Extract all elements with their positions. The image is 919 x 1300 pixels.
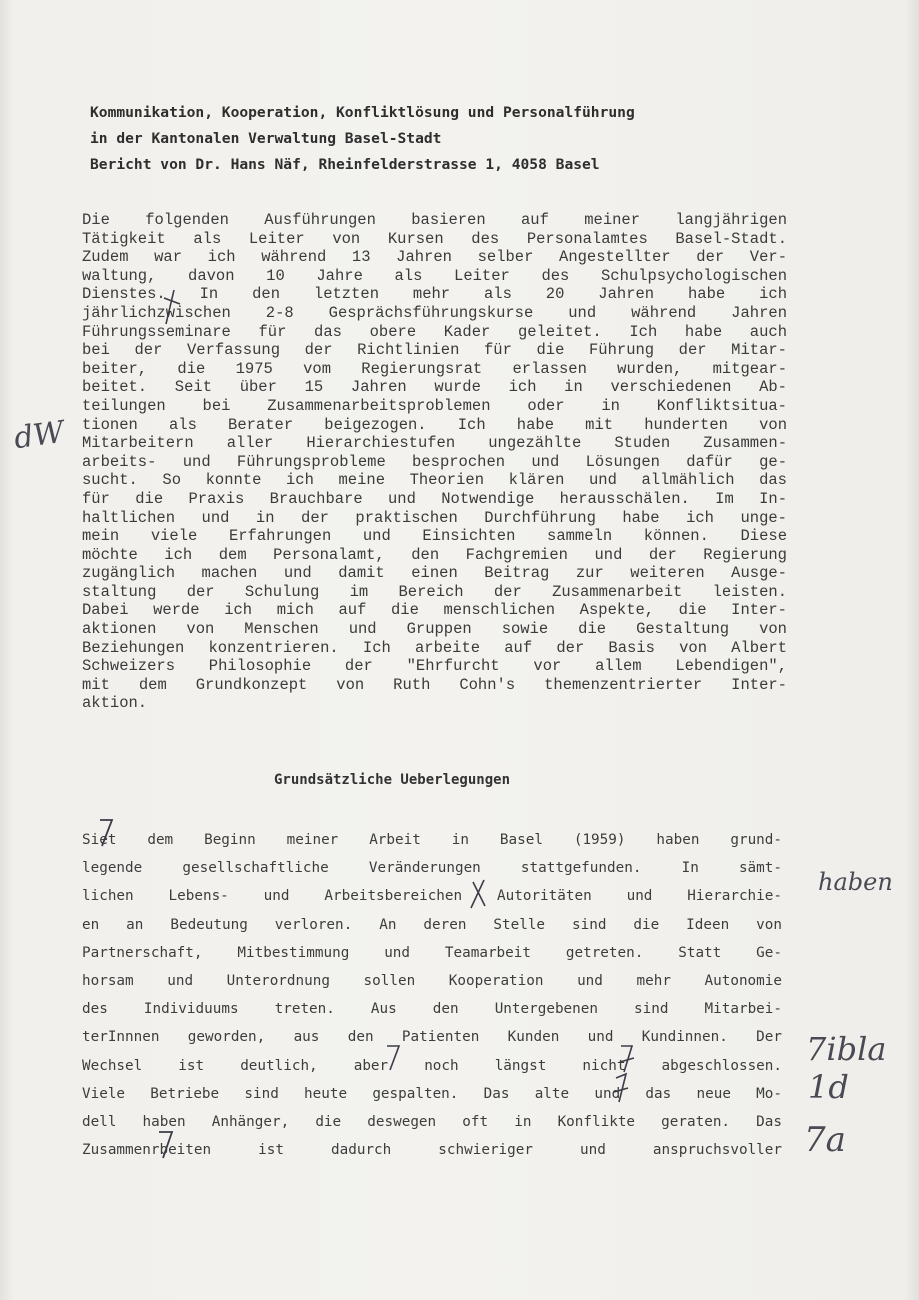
- intro-line: arbeits- und Führungsprobleme besprochen und Lösungen dafür ge-: [82, 452, 787, 471]
- intro-line: haltlichen und in der praktischen Durchführung habe ich unge-: [82, 508, 787, 527]
- intro-line: staltung der Schulung im Bereich der Zusammenarbeit leisten.: [82, 582, 787, 601]
- intro-line: Mitarbeitern aller Hierarchiestufen ungezählte Studen Zusammen-: [82, 434, 787, 453]
- intro-line: Beziehungen konzentrieren. Ich arbeite auf der Basis von Albert: [82, 638, 787, 657]
- intro-line: sucht. So konnte ich meine Theorien klären und allmählich das: [82, 471, 787, 490]
- header-author-line: Bericht von Dr. Hans Näf, Rheinfelderstrasse 1, 4058 Basel: [90, 156, 600, 173]
- intro-line: aktion.: [82, 694, 148, 713]
- header-title-line-1: Kommunikation, Kooperation, Konfliktlösung und Personalführung: [90, 104, 635, 121]
- intro-line: teilungen bei Zusammenarbeitsproblemen oder in Konfliktsitua-: [82, 396, 787, 415]
- body-line: Partnerschaft, Mitbestimmung und Teamarbeit getreten. Statt Ge-: [82, 944, 782, 961]
- correction-mark: [612, 1070, 630, 1106]
- intro-line: Die folgenden Ausführungen basieren auf meiner langjährigen: [82, 211, 787, 229]
- intro-line: Dienstes. In den letzten mehr als 20 Jahren habe ich: [82, 285, 787, 304]
- intro-line: mit dem Grundkonzept von Ruth Cohn's themenzentrierter Inter-: [82, 675, 787, 694]
- margin-note-left: dW: [11, 414, 67, 457]
- margin-note-3: 1d: [808, 1068, 849, 1106]
- body-paragraph: [82, 826, 782, 1164]
- margin-note-haben: haben: [818, 868, 893, 896]
- intro-line: bei der Verfassung der Richtlinien für die Führung der Mitar-: [82, 341, 787, 360]
- correction-mark: [384, 1040, 402, 1074]
- intro-line: möchte ich dem Personalamt, den Fachgremien und der Regierung: [82, 545, 787, 564]
- margin-note-2: 7ibla: [806, 1030, 887, 1068]
- margin-note-4: 7a: [804, 1120, 846, 1160]
- body-line: Siet dem Beginn meiner Arbeit in Basel (1959) haben grund-: [82, 832, 782, 848]
- intro-line: Führungsseminare für das obere Kader geleitet. Ich habe auch: [82, 322, 787, 341]
- intro-line: Zudem war ich während 13 Jahren selber Angestellter der Ver-: [82, 248, 787, 267]
- body-line: horsam und Unterordnung sollen Kooperation und mehr Autonomie: [82, 972, 782, 989]
- intro-paragraph: [82, 211, 787, 713]
- correction-mark: [468, 876, 488, 912]
- body-line: lichen Lebens- und Arbeitsbereichen Autoritäten und Hierarchie-: [82, 888, 782, 905]
- body-line: Viele Betriebe sind heute gespalten. Das alte und das neue Mo-: [82, 1085, 782, 1102]
- header-title-line-2: in der Kantonalen Verwaltung Basel-Stadt: [90, 130, 442, 147]
- document-header: [90, 100, 810, 178]
- correction-mark: [156, 1126, 176, 1162]
- correction-mark: [160, 288, 184, 328]
- intro-line: Dabei werde ich mich auf die menschlichen Aspekte, die Inter-: [82, 601, 787, 620]
- body-line: Zusammenrbeiten ist dadurch schwieriger und anspruchsvoller: [82, 1142, 782, 1159]
- intro-line: zugänglich machen und damit einen Beitrag zur weiteren Ausge-: [82, 564, 787, 583]
- section-heading: Grundsätzliche Ueberlegungen: [274, 772, 511, 788]
- intro-line: Schweizers Philosophie der "Ehrfurcht vor allem Lebendigen",: [82, 657, 787, 676]
- intro-line: waltung, davon 10 Jahre als Leiter des Schulpsychologischen: [82, 266, 787, 285]
- intro-line: beiter, die 1975 vom Regierungsrat erlassen wurden, mitgear-: [82, 359, 787, 378]
- intro-line: aktionen von Menschen und Gruppen sowie die Gestaltung von: [82, 620, 787, 639]
- correction-mark: [96, 816, 116, 850]
- intro-line: jährlichzwischen 2-8 Gesprächsführungskurse und während Jahren: [82, 303, 787, 322]
- body-line: des Individuums treten. Aus den Untergebenen sind Mitarbei-: [82, 1001, 782, 1018]
- intro-line: für die Praxis Brauchbare und Notwendige herausschälen. Im In-: [82, 489, 787, 508]
- body-line: legende gesellschaftliche Veränderungen stattgefunden. In sämt-: [82, 860, 782, 877]
- intro-line: Tätigkeit als Leiter von Kursen des Personalamtes Basel-Stadt.: [82, 229, 787, 248]
- intro-line: tionen als Berater beigezogen. Ich habe mit hunderten von: [82, 415, 787, 434]
- body-line: terInnnen geworden, aus den Patienten Kunden und Kundinnen. Der: [82, 1029, 782, 1046]
- body-line: en an Bedeutung verloren. An deren Stelle sind die Ideen von: [82, 916, 782, 933]
- intro-line: mein viele Erfahrungen und Einsichten sammeln können. Diese: [82, 527, 787, 546]
- body-line: Wechsel ist deutlich, aber noch längst nicht abgeschlossen.: [82, 1057, 782, 1074]
- body-line: dell haben Anhänger, die deswegen oft in Konflikte geraten. Das: [82, 1113, 782, 1130]
- intro-line: beitet. Seit über 15 Jahren wurde ich in verschiedenen Ab-: [82, 378, 787, 397]
